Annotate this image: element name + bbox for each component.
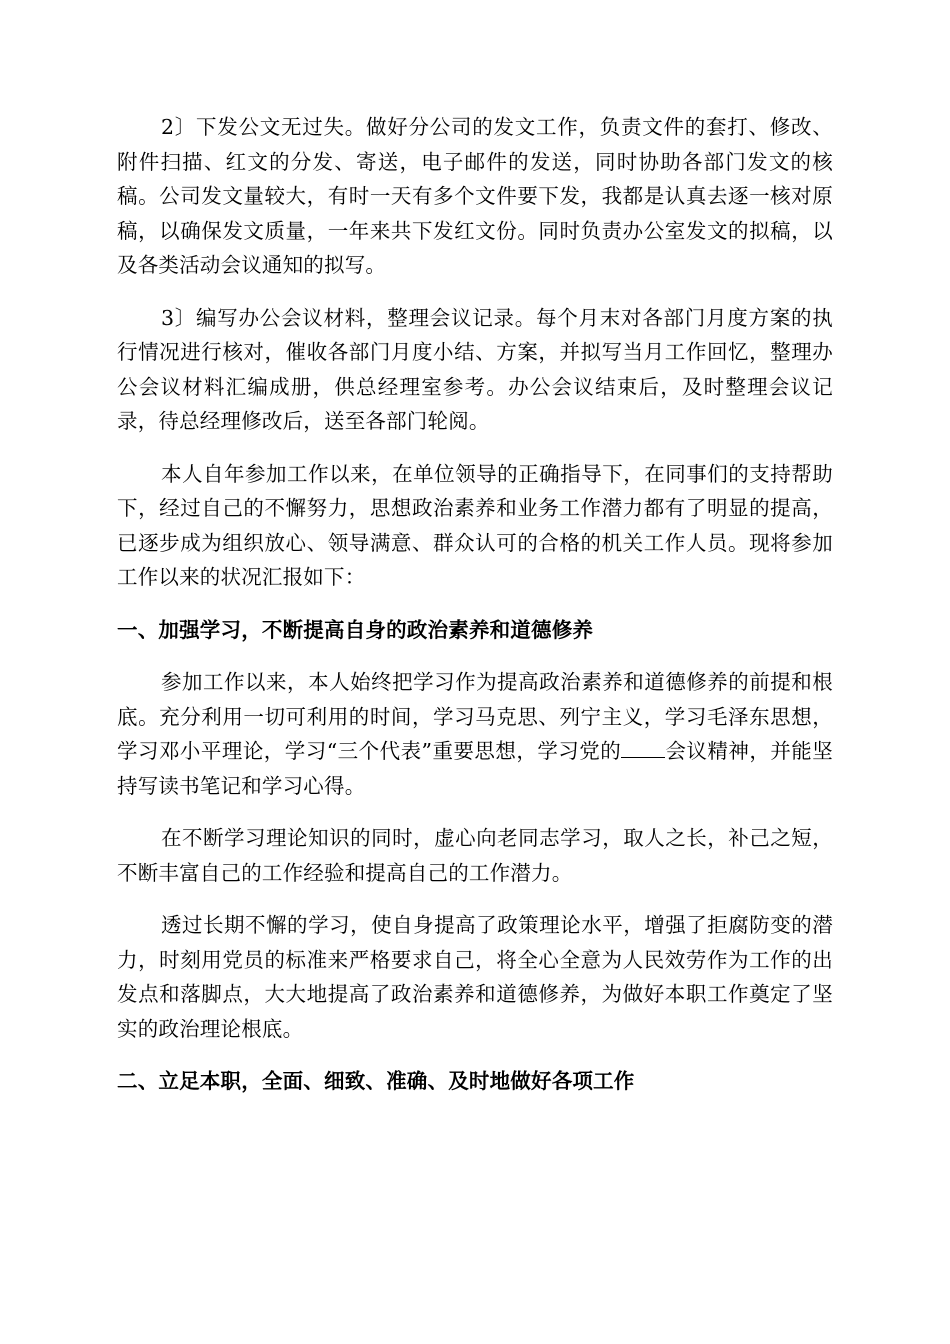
paragraph-issuing-documents: 2〕下发公文无过失。做好分公司的发文工作，负责文件的套打、修改、附件扫描、红文的分发、寄送，电子邮件的发送，同时协助各部门发文的核稿。公司发文量较大，有时一天有多个文件要下发，我都是认真去逐一核对原稿，以确保发文质量，一年来共下发红文份。同时负责办公室发文的拟稿，以及各类活动会议通知的拟写。: [117, 115, 833, 277]
paragraph-study-theory-part1: 参加工作以来，本人始终把学习作为提高政治素养和道德修养的前提和根底。充分利用一切可利用的时间，学习马克思、列宁主义，学习毛泽东思想，学习邓小平理论，学习“三个代表”重要思想，学习党的: [117, 670, 833, 763]
paragraph-study-theory-part2: 会议精神，并能坚持写读书笔记和学习心得。: [117, 739, 833, 798]
paragraph-learn-from-colleagues: 在不断学习理论知识的同时，虚心向老同志学习，取人之长，补己之短，不断丰富自己的工作经验和提高自己的工作潜力。: [117, 826, 833, 885]
paragraph-study-theory: [117, 665, 833, 803]
section-heading-study: 一、加强学习，不断提高自身的政治素养和道德修养: [117, 617, 594, 642]
paragraph-study-results: 透过长期不懈的学习，使自身提高了政策理论水平，增强了拒腐防变的潜力，时刻用党员的标准来严格要求自己，将全心全意为人民效劳作为工作的出发点和落脚点，大大地提高了政治素养和道德修养，为做好本职工作奠定了坚实的政治理论根底。: [117, 913, 833, 1041]
paragraph-work-summary-intro: 本人自年参加工作以来，在单位领导的正确指导下，在同事们的支持帮助下，经过自己的不懈努力，思想政治素养和业务工作潜力都有了明显的提高，已逐步成为组织放心、领导满意、群众认可的合格的机关工作人员。现将参加工作以来的状况汇报如下：: [117, 461, 833, 589]
blank-fill-line: [621, 735, 665, 758]
section-heading-duties: 二、立足本职，全面、细致、准确、及时地做好各项工作: [117, 1069, 635, 1093]
document-page: [117, 110, 833, 1117]
paragraph-meeting-materials: 3〕编写办公会议材料，整理会议记录。每个月末对各部门月度方案的执行情况进行核对，催收各部门月度小结、方案，并拟写当月工作回忆，整理办公会议材料汇编成册，供总经理室参考。办公会议结束后，及时整理会议记录，待总经理修改后，送至各部门轮阅。: [117, 305, 833, 433]
